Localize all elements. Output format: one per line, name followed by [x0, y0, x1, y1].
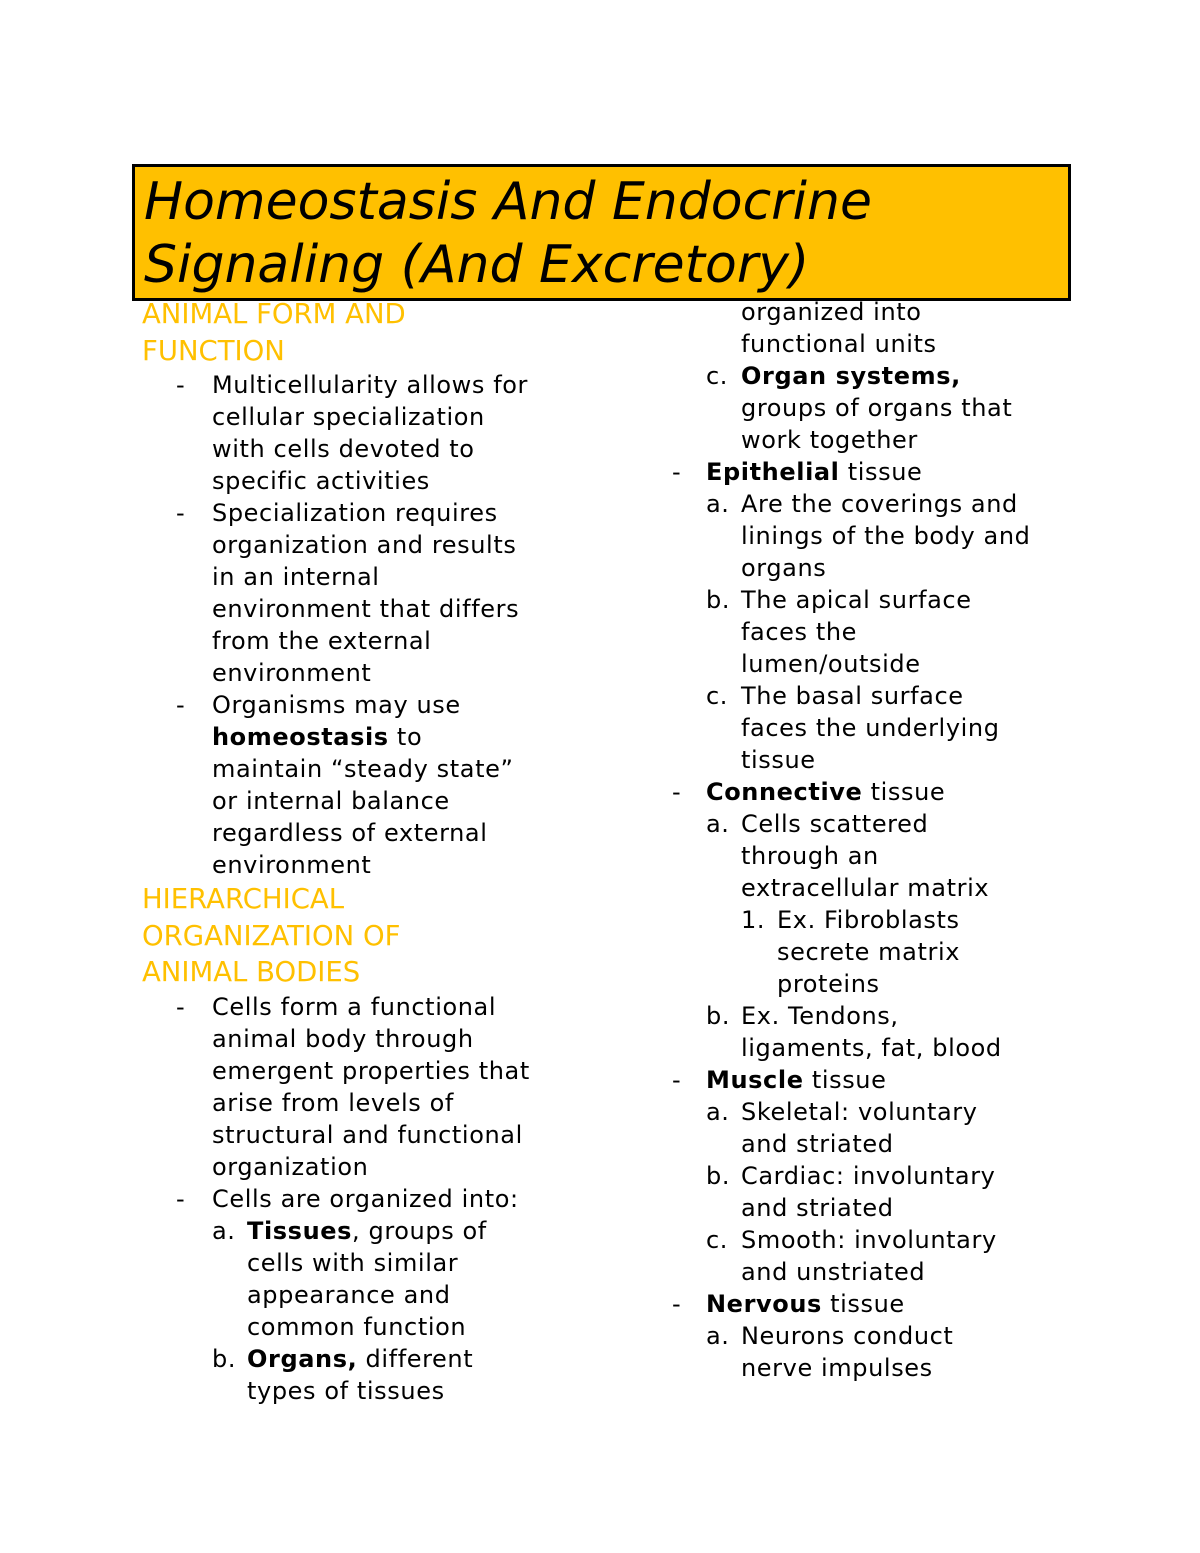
section-heading: FUNCTION	[142, 334, 285, 367]
bullet-dash: -	[176, 992, 186, 1021]
title-banner	[132, 164, 1071, 301]
key-term: Tissues	[247, 1216, 353, 1245]
list-text: and striated	[741, 1130, 894, 1158]
bullet-text: from the external	[212, 627, 432, 655]
list-item-a: a. Tissues, groups of	[212, 1216, 487, 1245]
bullet-item: - Organisms may use	[176, 691, 461, 719]
bullet-text: animal body through	[212, 1024, 474, 1053]
bullet-dash: -	[176, 691, 186, 719]
list-text: common function	[247, 1312, 467, 1341]
bullet-dash: -	[672, 778, 682, 806]
list-text: and unstriated	[741, 1258, 926, 1286]
bullet-text: or internal balance	[212, 787, 450, 815]
right-column	[670, 296, 1090, 1384]
key-term: Muscle	[706, 1066, 804, 1094]
list-text: proteins	[777, 970, 880, 998]
list-text: through an	[741, 842, 879, 870]
bullet-text: arise from levels of	[212, 1088, 454, 1117]
bullet-text: environment	[212, 659, 372, 687]
list-text: lumen/outside	[741, 650, 921, 678]
section-heading: HIERARCHICAL	[142, 883, 345, 915]
bullet-text: environment that differs	[212, 595, 520, 623]
list-text: work together	[741, 426, 918, 454]
bullet-dash: -	[672, 1290, 682, 1318]
bullet-dash: -	[672, 458, 682, 486]
list-marker: a.	[706, 1098, 730, 1126]
bullet-item: - Connective tissue	[672, 778, 946, 806]
bullet-dash: -	[176, 1184, 186, 1213]
list-marker: c.	[706, 1226, 729, 1254]
section-heading: ANIMAL FORM AND	[142, 298, 406, 330]
bullet-text: maintain “steady state”	[212, 755, 514, 783]
key-term: Epithelial	[706, 458, 840, 486]
list-marker: b.	[706, 1162, 731, 1190]
bullet-text: specific activities	[212, 467, 430, 495]
list-item-b: b. Organs, different	[212, 1344, 474, 1373]
list-text: and striated	[741, 1194, 894, 1222]
key-term: Organs,	[247, 1344, 358, 1373]
list-text: faces the	[741, 618, 858, 646]
bullet-text: environment	[212, 851, 372, 879]
list-item-a: a. Skeletal: voluntary	[706, 1098, 978, 1126]
list-item-a: a. Are the coverings and	[706, 490, 1018, 518]
list-text: cells with similar	[247, 1248, 459, 1277]
list-text: organized into	[741, 298, 922, 326]
bullet-item: - Epithelial tissue	[672, 458, 923, 486]
list-marker: b.	[706, 1002, 731, 1030]
bullet-item: - Multicellularity allows for	[176, 371, 529, 399]
list-item-c: c. The basal surface	[706, 682, 964, 710]
bullet-text: with cells devoted to	[212, 435, 475, 463]
list-item-a: a. Cells scattered	[706, 810, 929, 838]
bullet-item: - Muscle tissue	[672, 1066, 887, 1094]
list-text: tissue	[741, 746, 816, 774]
left-column	[142, 296, 622, 1407]
list-item-b: b. Cardiac: involuntary	[706, 1162, 996, 1190]
bullet-item: - Specialization requires	[176, 499, 498, 527]
bullet-text: regardless of external	[212, 819, 488, 847]
list-item-c: c. Smooth: involuntary	[706, 1226, 997, 1254]
list-marker: c.	[706, 362, 729, 390]
list-item-c	[670, 360, 1090, 392]
bullet-text: organization	[212, 1152, 369, 1181]
list-text: groups of organs that	[741, 394, 1013, 422]
list-text: faces the underlying	[741, 714, 1000, 742]
bullet-item: - Cells are organized into:	[176, 1184, 519, 1213]
list-marker: 1.	[741, 906, 766, 934]
list-marker: a.	[212, 1216, 236, 1245]
list-marker: a.	[706, 810, 730, 838]
list-text: functional units	[741, 330, 937, 358]
list-marker: b.	[212, 1344, 237, 1373]
bullet-dash: -	[176, 499, 186, 527]
list-text: ligaments, fat, blood	[741, 1034, 1002, 1062]
list-text: types of tissues	[247, 1376, 445, 1405]
section-heading: ORGANIZATION OF	[142, 919, 401, 952]
title-line-1: Homeostasis And Endocrine	[144, 172, 872, 232]
list-marker: c.	[706, 682, 729, 710]
list-marker: a.	[706, 1322, 730, 1350]
list-text: appearance and	[247, 1280, 451, 1309]
bullet-text: in an internal	[212, 563, 380, 591]
bullet-text: homeostasis to	[212, 723, 423, 751]
list-text: organs	[741, 554, 827, 582]
list-item-a: a. Neurons conduct	[706, 1322, 954, 1350]
list-text: linings of the body and	[741, 522, 1031, 550]
bullet-text: emergent properties that	[212, 1056, 530, 1085]
bullet-text: organization and results	[212, 531, 517, 559]
list-item-b: b. Ex. Tendons,	[706, 1002, 899, 1030]
sub-list-item-1: 1. Ex. Fibroblasts	[741, 906, 960, 934]
bullet-dash: -	[176, 371, 186, 399]
key-term: Nervous	[706, 1290, 822, 1318]
bullet-item: - Cells form a functional	[176, 992, 497, 1021]
bullet-item: - Nervous tissue	[672, 1290, 905, 1318]
list-text: nerve impulses	[741, 1354, 933, 1382]
section-heading: ANIMAL BODIES	[142, 956, 361, 988]
list-item-b: b. The apical surface	[706, 586, 972, 614]
key-term: homeostasis	[212, 723, 389, 751]
bullet-dash: -	[672, 1066, 682, 1094]
key-term: Organ systems,	[741, 362, 961, 390]
title-line-2: Signaling (And Excretory)	[144, 235, 810, 295]
bullet-text: structural and functional	[212, 1120, 523, 1149]
list-marker: b.	[706, 586, 731, 614]
list-marker: a.	[706, 490, 730, 518]
list-text: extracellular matrix	[741, 874, 990, 902]
list-text: secrete matrix	[777, 938, 961, 966]
bullet-text: cellular specialization	[212, 403, 485, 431]
key-term: Connective	[706, 778, 863, 806]
